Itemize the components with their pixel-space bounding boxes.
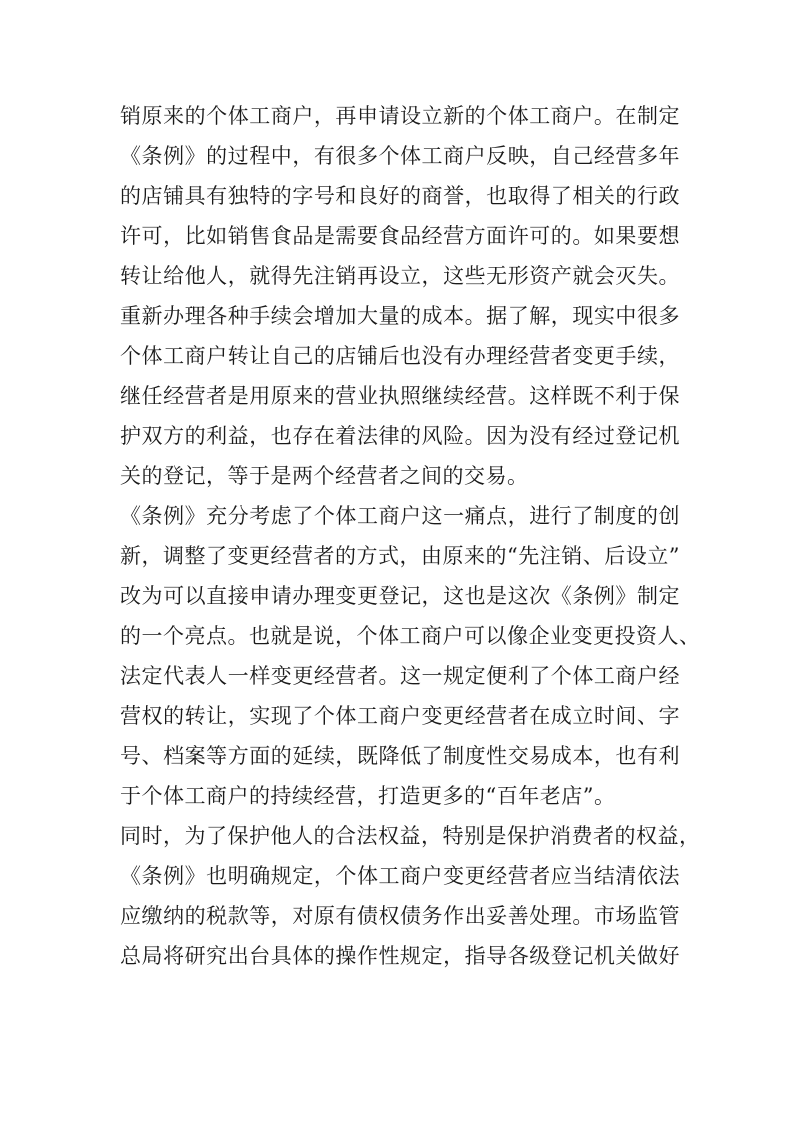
text-line: 销原来的个体工商户，再申请设立新的个体工商户。在制定 — [120, 104, 680, 128]
text-line: 法定代表人一样变更经营者。这一规定便利了个体工商户经 — [120, 664, 680, 688]
text-line: 营权的转让，实现了个体工商户变更经营者在成立时间、字 — [120, 704, 680, 728]
text-line: 改为可以直接申请办理变更登记，这也是这次《条例》制定 — [120, 584, 680, 608]
text-line: 个体工商户转让自己的店铺后也没有办理经营者变更手续， — [120, 344, 680, 368]
text-line: 号、档案等方面的延续，既降低了制度性交易成本，也有利 — [120, 744, 680, 768]
text-line: 应缴纳的税款等，对原有债权债务作出妥善处理。市场监管 — [120, 904, 680, 928]
text-line: 同时，为了保护他人的合法权益，特别是保护消费者的权益， — [120, 824, 701, 848]
text-line: 的店铺具有独特的字号和良好的商誉，也取得了相关的行政 — [120, 184, 680, 208]
text-line: 于个体工商户的持续经营，打造更多的“百年老店”。 — [120, 784, 616, 808]
text-line: 关的登记，等于是两个经营者之间的交易。 — [120, 464, 529, 488]
text-line: 《条例》的过程中，有很多个体工商户反映，自己经营多年 — [120, 144, 680, 168]
body-text — [120, 96, 701, 976]
text-line: 《条例》也明确规定，个体工商户变更经营者应当结清依法 — [120, 864, 680, 888]
text-line: 《条例》充分考虑了个体工商户这一痛点，进行了制度的创 — [120, 504, 680, 528]
text-line: 的一个亮点。也就是说，个体工商户可以像企业变更投资人、 — [120, 624, 701, 648]
text-line: 重新办理各种手续会增加大量的成本。据了解，现实中很多 — [120, 304, 680, 328]
text-line: 总局将研究出台具体的操作性规定，指导各级登记机关做好 — [120, 944, 680, 968]
text-line: 新，调整了变更经营者的方式，由原来的“先注销、后设立” — [120, 544, 680, 568]
text-line: 许可，比如销售食品是需要食品经营方面许可的。如果要想 — [120, 224, 680, 248]
text-line: 护双方的利益，也存在着法律的风险。因为没有经过登记机 — [120, 424, 680, 448]
text-line: 继任经营者是用原来的营业执照继续经营。这样既不利于保 — [120, 384, 680, 408]
text-line: 转让给他人，就得先注销再设立，这些无形资产就会灭失。 — [120, 264, 680, 288]
